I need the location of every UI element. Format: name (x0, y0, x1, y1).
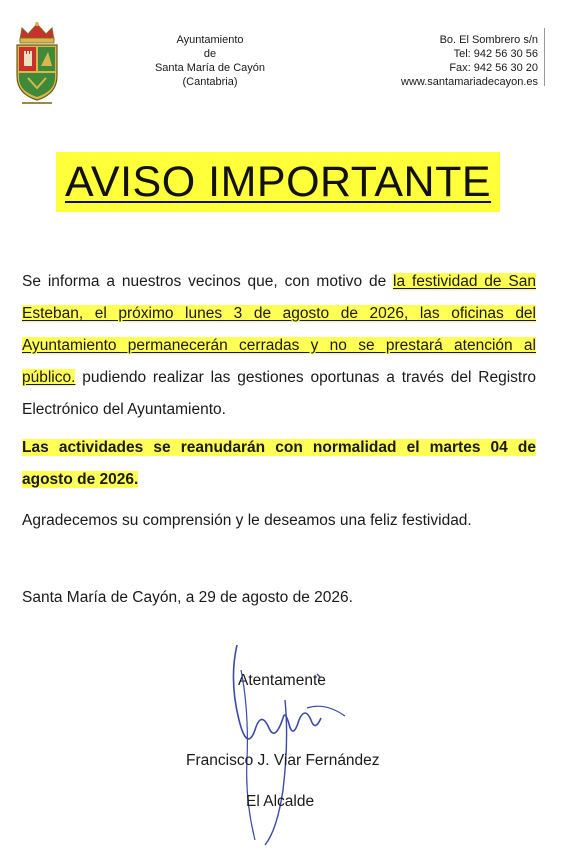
signatory-name: Francisco J. Viar Fernández (186, 752, 380, 769)
header-organization (125, 33, 295, 89)
contact-phone: Tel: 942 56 30 56 (453, 48, 538, 60)
header-line: Santa María de Cayón (154, 62, 266, 74)
notice-paragraph (22, 266, 536, 426)
header-contact (401, 33, 538, 89)
contact-website: www.santamariadecayon.es (401, 76, 538, 88)
resume-paragraph (22, 432, 536, 496)
contact-fax: Fax: 942 56 30 20 (449, 62, 538, 74)
thanks-paragraph (22, 505, 536, 537)
signatory-role: El Alcalde (246, 793, 315, 810)
header-divider (544, 28, 545, 86)
header-line: (Cantabria) (182, 76, 238, 88)
date-line: Santa María de Cayón, a 29 de agosto de 2026. (22, 589, 353, 606)
resume-text: Las actividades se reanudarán con normalidad el martes 04 de agosto de 2026. (22, 439, 536, 488)
header-line: Ayuntamiento (176, 34, 244, 46)
page-title: AVISO IMPORTANTE (56, 152, 500, 212)
header-line: de (203, 48, 217, 60)
paragraph-intro: Se informa a nuestros vecinos que, con motivo de (22, 273, 394, 290)
signature-icon (225, 640, 365, 850)
highlighted-closure-text: la festividad de San Esteban, el próximo lunes 3 de agosto de 2026, las oficinas del Ayuntamiento permanecerán cerradas y no se prestará atención al público. (22, 273, 536, 386)
paragraph-rest: pudiendo realizar las gestiones oportunas a través del Registro Electrónico del Ayuntamiento. (22, 369, 536, 418)
coat-of-arms-icon (12, 18, 62, 106)
salutation: Atentamente (238, 672, 326, 689)
contact-address: Bo. El Sombrero s/n (439, 34, 538, 46)
thanks-text: Agradecemos su comprensión y le deseamos una feliz festividad. (22, 512, 472, 529)
